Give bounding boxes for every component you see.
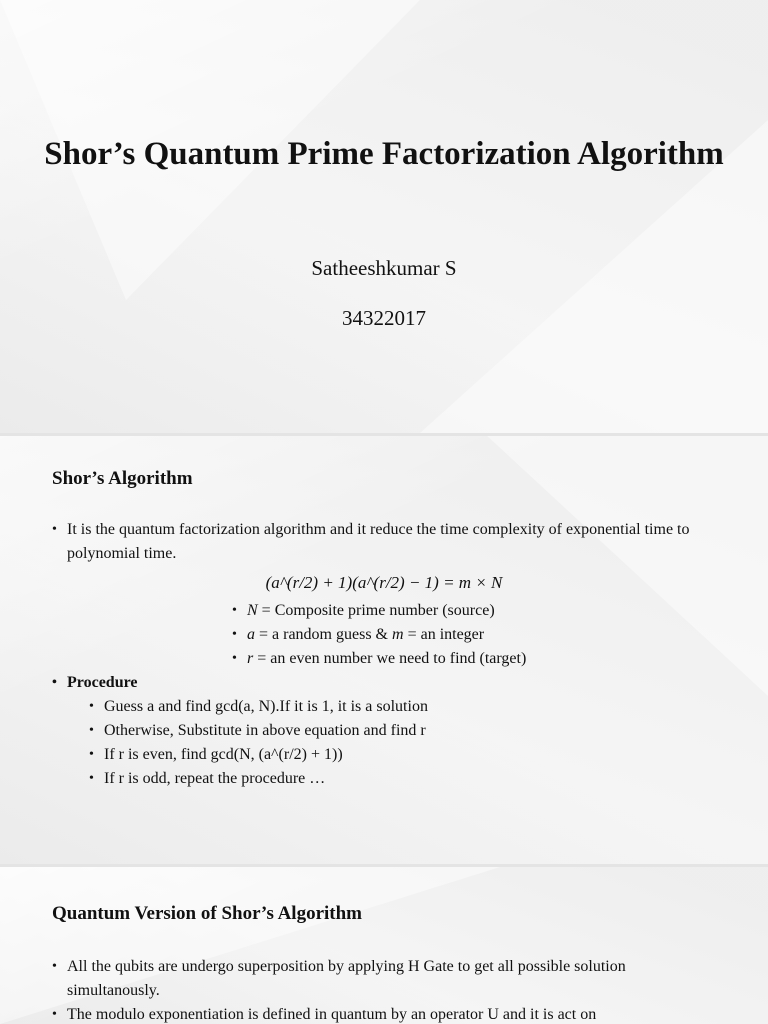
title-slide [0,0,768,433]
definition-r: • r = an even number we need to find (target) [232,647,716,671]
bullet-item: • All the qubits are undergo superposition by applying H Gate to get all possible solution simultanously. [52,955,716,1003]
factor-equation: (a^(r/2) + 1)(a^(r/2) − 1) = m × N [265,573,503,592]
slide-heading: Quantum Version of Shor’s Algorithm [52,903,363,924]
shors-algorithm-slide [0,436,768,864]
intro-bullet: • It is the quantum factorization algorithm and it reduce the time complexity of exponential time to polynomial time. [52,518,716,566]
procedure-step: • If r is odd, repeat the procedure … [89,767,716,791]
procedure-label: • Procedure [52,671,716,695]
bullet-item: • The modulo exponentiation is defined in quantum by an operator U and it is act on [52,1003,716,1024]
procedure-step: • Otherwise, Substitute in above equation and find r [89,719,716,743]
roll-number: 34322017 [342,306,426,330]
bullet-list [52,955,716,1024]
bullet-list [52,518,716,791]
definition-a: • a = a random guess & m = an integer [232,623,716,647]
slide-title: Shor’s Quantum Prime Factorization Algorithm [44,136,724,172]
procedure-step: • If r is even, find gcd(N, (a^(r/2) + 1)) [89,743,716,767]
definition-n: • N = Composite prime number (source) [232,599,716,623]
slide-heading: Shor’s Algorithm [52,468,193,489]
procedure-step: • Guess a and find gcd(a, N).If it is 1, it is a solution [89,695,716,719]
quantum-version-slide [0,867,768,1024]
author-name: Satheeshkumar S [311,256,457,280]
